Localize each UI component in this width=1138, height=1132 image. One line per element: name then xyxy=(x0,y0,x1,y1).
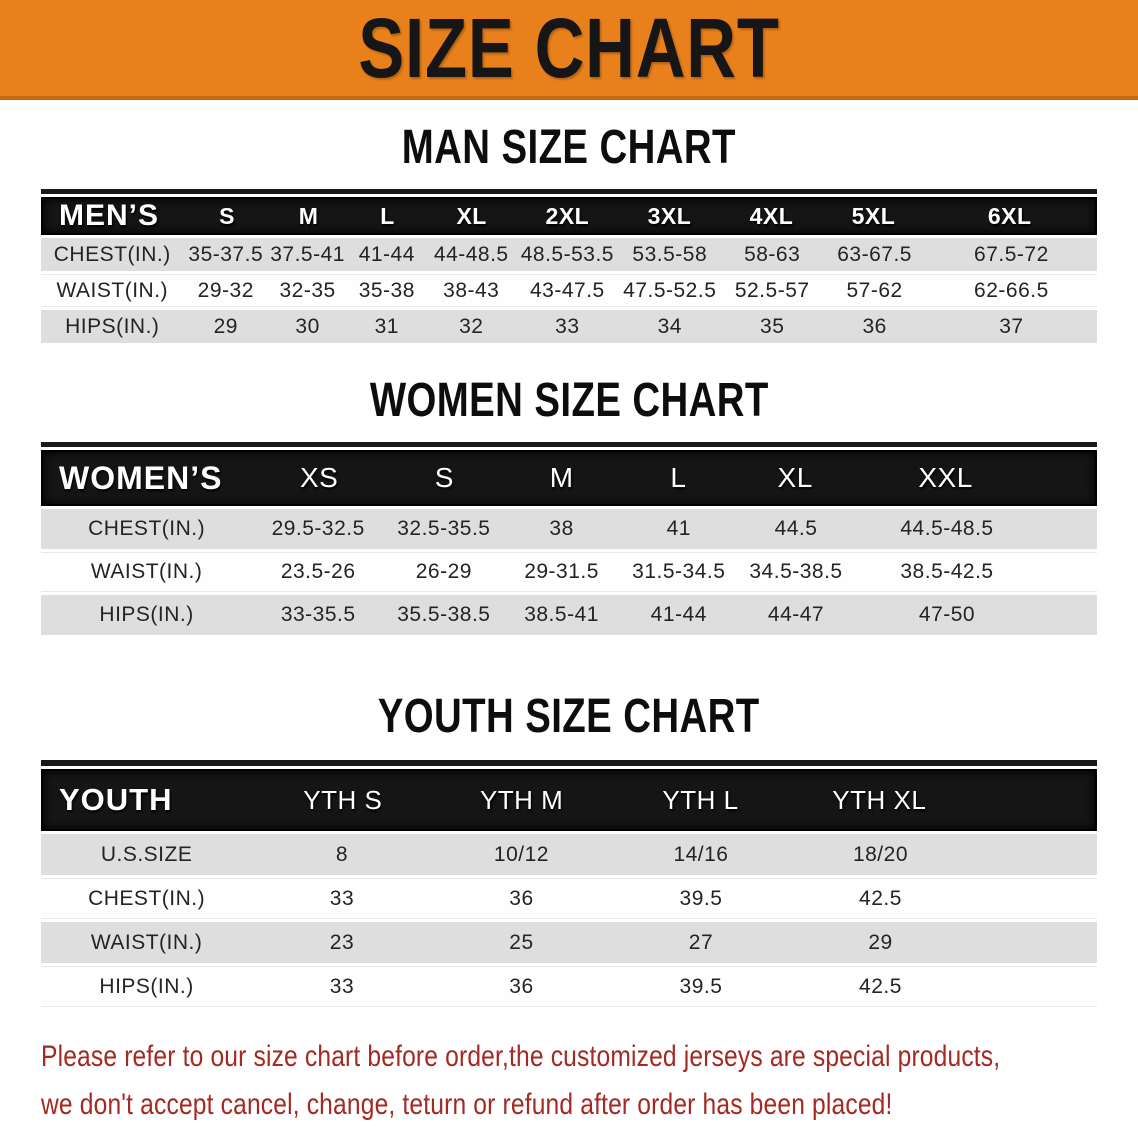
size-value-cell: 67.5-72 xyxy=(974,242,1049,266)
size-value-cell: 23.5-26 xyxy=(280,560,356,583)
column-header: L xyxy=(670,462,687,493)
size-value-cell: 38-43 xyxy=(443,278,500,302)
size-value-cell: 36 xyxy=(862,314,887,338)
size-value-cell: 33 xyxy=(329,974,355,998)
size-value-cell: 32.5-35.5 xyxy=(397,517,491,540)
row-label: CHEST(IN.) xyxy=(88,517,206,540)
size-value-cell: 35-37.5 xyxy=(188,242,264,266)
table-row xyxy=(41,595,1097,635)
table-group-label: WOMEN’S xyxy=(59,459,223,496)
order-notice xyxy=(41,1033,1138,1129)
size-value-cell: 36 xyxy=(509,974,534,998)
table-row xyxy=(41,922,1097,963)
table-group-label: YOUTH xyxy=(59,782,173,817)
size-value-cell: 38.5-42.5 xyxy=(900,560,994,583)
size-value-cell: 36 xyxy=(509,886,534,910)
size-value-cell: 44-48.5 xyxy=(433,242,509,266)
youth-size-table xyxy=(41,760,1097,1007)
size-value-cell: 38 xyxy=(549,517,574,540)
size-value-cell: 31 xyxy=(374,314,399,338)
row-label: U.S.SIZE xyxy=(100,842,193,866)
women-section-heading xyxy=(41,373,1097,428)
column-header: YTH XL xyxy=(832,784,927,815)
row-label: WAIST(IN.) xyxy=(56,278,169,302)
column-header: XL xyxy=(777,462,813,493)
size-value-cell: 35 xyxy=(760,314,785,338)
size-value-cell: 58-63 xyxy=(744,242,801,266)
size-value-cell: 47-50 xyxy=(918,603,976,626)
row-label: CHEST(IN.) xyxy=(53,242,171,266)
women-table-header-row xyxy=(41,450,1097,506)
row-label: WAIST(IN.) xyxy=(90,930,203,954)
youth-section-heading-text: YOUTH SIZE CHART xyxy=(378,690,760,743)
column-header: 4XL xyxy=(749,202,794,229)
table-row xyxy=(41,238,1097,271)
row-label: HIPS(IN.) xyxy=(65,314,160,338)
table-row xyxy=(41,552,1097,592)
size-value-cell: 32 xyxy=(459,314,484,338)
size-value-cell: 43-47.5 xyxy=(529,278,605,302)
column-header: YTH S xyxy=(303,784,383,815)
page-title: SIZE CHART xyxy=(358,0,780,95)
size-value-cell: 33-35.5 xyxy=(280,603,356,626)
order-notice-line-1: Please refer to our size chart before order,the customized jerseys are special products, xyxy=(41,1040,1001,1073)
size-value-cell: 14/16 xyxy=(673,842,729,866)
size-value-cell: 47.5-52.5 xyxy=(623,278,717,302)
size-value-cell: 39.5 xyxy=(679,974,723,998)
size-value-cell: 8 xyxy=(335,842,349,866)
size-value-cell: 35.5-38.5 xyxy=(397,603,491,626)
youth-table-header-row xyxy=(41,769,1097,831)
size-value-cell: 57-62 xyxy=(846,278,903,302)
size-value-cell: 26-29 xyxy=(415,560,472,583)
size-value-cell: 34 xyxy=(657,314,682,338)
table-row xyxy=(41,310,1097,343)
size-value-cell: 33 xyxy=(555,314,580,338)
size-value-cell: 35-38 xyxy=(358,278,415,302)
size-value-cell: 37 xyxy=(999,314,1024,338)
size-value-cell: 10/12 xyxy=(493,842,549,866)
size-value-cell: 53.5-58 xyxy=(632,242,708,266)
women-size-table xyxy=(41,442,1097,635)
size-value-cell: 29-32 xyxy=(197,278,254,302)
size-value-cell: 31.5-34.5 xyxy=(632,560,726,583)
size-value-cell: 42.5 xyxy=(859,974,902,998)
column-header: M xyxy=(298,202,319,229)
column-header: S xyxy=(219,202,236,229)
column-header: XXL xyxy=(918,462,973,493)
size-value-cell: 29.5-32.5 xyxy=(271,517,365,540)
row-label: HIPS(IN.) xyxy=(99,603,194,626)
size-value-cell: 27 xyxy=(688,930,714,954)
size-value-cell: 29-31.5 xyxy=(524,560,599,583)
size-value-cell: 30 xyxy=(295,314,320,338)
column-header: YTH L xyxy=(662,784,739,815)
man-section-heading xyxy=(41,120,1097,175)
size-value-cell: 29 xyxy=(868,930,893,954)
size-chart-banner xyxy=(0,0,1138,100)
column-header: YTH M xyxy=(479,784,564,815)
column-header: 2XL xyxy=(545,202,590,229)
column-header: 3XL xyxy=(647,202,692,229)
size-value-cell: 34.5-38.5 xyxy=(749,560,843,583)
table-top-rule xyxy=(41,442,1097,447)
size-value-cell: 29 xyxy=(213,314,238,338)
table-row xyxy=(41,274,1097,307)
size-value-cell: 25 xyxy=(509,930,534,954)
column-header: M xyxy=(549,462,574,493)
women-section-heading-text: WOMEN SIZE CHART xyxy=(369,374,769,427)
table-top-rule xyxy=(41,189,1097,194)
column-header: L xyxy=(380,202,395,229)
size-value-cell: 41 xyxy=(666,517,691,540)
size-value-cell: 23 xyxy=(329,930,355,954)
size-value-cell: 18/20 xyxy=(852,842,909,866)
size-value-cell: 37.5-41 xyxy=(270,242,345,266)
men-size-table xyxy=(41,189,1097,343)
youth-section-heading xyxy=(41,689,1097,744)
row-label: CHEST(IN.) xyxy=(88,886,206,910)
size-value-cell: 33 xyxy=(329,886,355,910)
size-value-cell: 41-44 xyxy=(358,242,415,266)
size-value-cell: 48.5-53.5 xyxy=(520,242,614,266)
size-value-cell: 41-44 xyxy=(650,603,707,626)
size-value-cell: 42.5 xyxy=(859,886,902,910)
table-row xyxy=(41,966,1097,1007)
size-charts-main xyxy=(0,120,1138,1007)
size-value-cell: 39.5 xyxy=(679,886,723,910)
size-value-cell: 63-67.5 xyxy=(837,242,912,266)
table-row xyxy=(41,834,1097,875)
table-row xyxy=(41,509,1097,549)
column-header: S xyxy=(434,462,454,493)
table-row xyxy=(41,878,1097,919)
size-value-cell: 38.5-41 xyxy=(524,603,599,626)
size-value-cell: 32-35 xyxy=(279,278,336,302)
man-section-heading-text: MAN SIZE CHART xyxy=(401,121,737,174)
row-label: HIPS(IN.) xyxy=(99,974,194,998)
size-value-cell: 62-66.5 xyxy=(974,278,1049,302)
column-header: XL xyxy=(456,202,487,229)
column-header: 5XL xyxy=(851,202,896,229)
table-top-rule xyxy=(41,760,1097,766)
column-header: XS xyxy=(299,462,339,493)
size-value-cell: 44-47 xyxy=(767,603,825,626)
table-group-label: MEN’S xyxy=(59,199,160,232)
size-value-cell: 44.5-48.5 xyxy=(900,517,994,540)
size-value-cell: 44.5 xyxy=(774,517,818,540)
column-header: 6XL xyxy=(987,202,1032,229)
row-label: WAIST(IN.) xyxy=(90,560,203,583)
order-notice-line-2: we don't accept cancel, change, teturn or refund after order has been placed! xyxy=(41,1088,893,1121)
size-value-cell: 52.5-57 xyxy=(734,278,810,302)
men-table-header-row xyxy=(41,197,1097,235)
